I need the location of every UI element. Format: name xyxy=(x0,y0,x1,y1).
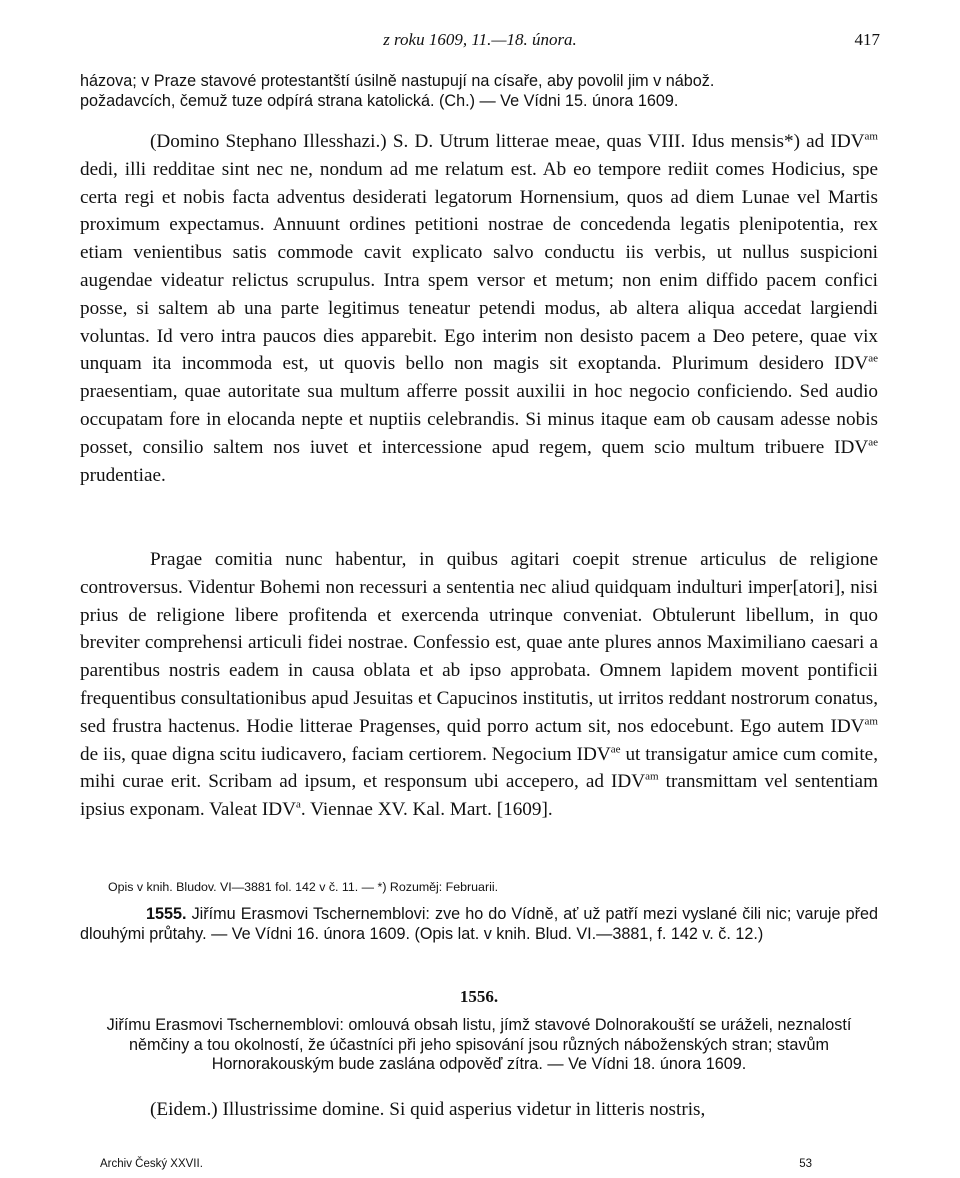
letter-text: Pragae comitia nunc habentur, in quibus agitari coepit strenue articulus de religione controversus. Videntur Bohemi non recessuri a sententia nec aliud quidquam indulturi imper[atori], nisi prius de religione libere profitenda et exercenda utrinque conveniat. Obtulerunt libellum, in quo breviter comprehensi articuli fidei nostrae. Confessio est, quae ante plures annos Maximiliano caesari a parentibus nostris eadem in causa oblata et ab ipso approbata. Omnem lapidem movent pontificii frequentibus consultationibus apud Jesuitas et Capucinos institutis, ut irritos reddant nostrorum conatus, sed frustra hactenus. Hodie litterae Pragenses, quid porro actum sit, nos edocebunt. Ego autem IDV xyxy=(80,549,878,737)
header-title: z roku 1609, 11.—18. února. xyxy=(383,30,577,49)
letter-text: ut transigatur amice cum comite, mihi curae erit. Scribam ad ipsum, et responsum ubi accepero, ad IDV xyxy=(80,743,878,793)
letter-text: . Viennae XV. Kal. Mart. [1609]. xyxy=(300,799,553,821)
letter-text: dedi, illi redditae sint nec ne, nondum ad me relatum est. Ab eo tempore rediit comes Hodicius, spe certa regi et nobis facta adventus desiderati legatorum Hornensium, quos ad diem Lunae vel Martis proximum expectamus. Annuunt ordines petitioni nostrae de concedenda legatis plenipotentia, rex etiam venientibus satis commode cavit explicato salvo conductu iis verbis, ut nullus suspicioni augendae videatur relictus scrupulus. Intra spem versor et metum; non enim diffido pacem confici posse, si saltem ab una parte legitimus teneatur petendi modus, ab altera aliqua accedat largiendi voluntas. Id vero intra paucos dies apparebit. Ego interim non desisto pacem a Deo petere, quae vix unquam ita incommoda est, ut quovis bello non magis sit exoptanda. Plurimum desidero IDV xyxy=(80,158,878,375)
superscript: ae xyxy=(868,436,878,449)
superscript: ae xyxy=(610,743,621,756)
entry-1556-summary: Jiřímu Erasmovi Tschernemblovi: omlouvá obsah listu, jímž stavové Dolnorakouští se uráželi, neznalostí němčiny a tou okolností, že účastníci při jeho spisování jsou různých náboženských stran; stavům Hornorakouským bude zaslána odpověď zítra. — Ve Vídni 18. února 1609. xyxy=(106,1016,852,1073)
superscript: am xyxy=(864,715,878,728)
intro-line-1: házova; v Praze stavové protestantští úsilně nastupují na císaře, aby povolil jim v nábož. xyxy=(80,72,715,90)
footer-volume: Archiv Český XXVII. xyxy=(100,1158,203,1170)
letter-paragraph-1 xyxy=(80,128,878,489)
footer-signature: 53 xyxy=(799,1158,812,1170)
intro-summary xyxy=(80,72,878,111)
letter-text: (Domino Stephano Illesshazi.) S. D. Utrum litterae meae, quas VIII. Idus mensis*) ad IDV xyxy=(150,131,865,152)
superscript: am xyxy=(864,130,878,143)
letter-text: de iis, quae digna scitu iudicavero, faciam certiorem. Negocium IDV xyxy=(80,743,611,765)
letter-text: praesentiam, quae autoritate sua multum afferre possit auxilii in hoc negocio conficiendo. Sed audio occupatam fore in elocanda nepte et nuptiis celebrandis. Si minus itaque eam ob causam adesse nobis posset, consilio saltem nos iuvet et intercessione apud regem, quem scio multum tribuere IDV xyxy=(80,381,878,458)
entry-1556-number: 1556. xyxy=(459,987,499,1006)
entry-1555 xyxy=(80,905,878,944)
entry-text: Jiřímu Erasmovi Tschernemblovi: zve ho do Vídně, ať už patří mezi vyslané čili nic; varuje před dlouhými průtahy. — Ve Vídni 16. února 1609. (Opis lat. v knih. Blud. VI.—3881, f. 142 v. č. 12.) xyxy=(80,905,878,943)
entry-number: 1555. xyxy=(146,905,187,923)
superscript: ae xyxy=(868,352,878,365)
letter-text: transmittam vel sententiam ipsius exponam. Valeat IDV xyxy=(80,771,879,821)
running-header xyxy=(80,30,880,56)
letter-opening: (Eidem.) Illustrissime domine. Si quid asperius videtur in litteris nostris, xyxy=(150,1099,706,1120)
letter-paragraph-2 xyxy=(80,546,878,824)
intro-line-2: požadavcích, čemuž tuze odpírá strana katolická. (Ch.) — Ve Vídni 15. února 1609. xyxy=(80,91,679,110)
page-number: 417 xyxy=(854,30,880,49)
superscript: am xyxy=(645,770,659,783)
superscript: a xyxy=(296,798,301,811)
letter-text: prudentiae. xyxy=(80,464,166,486)
page-footer xyxy=(100,1158,812,1176)
source-note: Opis v knih. Bludov. VI—3881 fol. 142 v č. 11. — *) Rozuměj: Februarii. xyxy=(108,880,499,894)
